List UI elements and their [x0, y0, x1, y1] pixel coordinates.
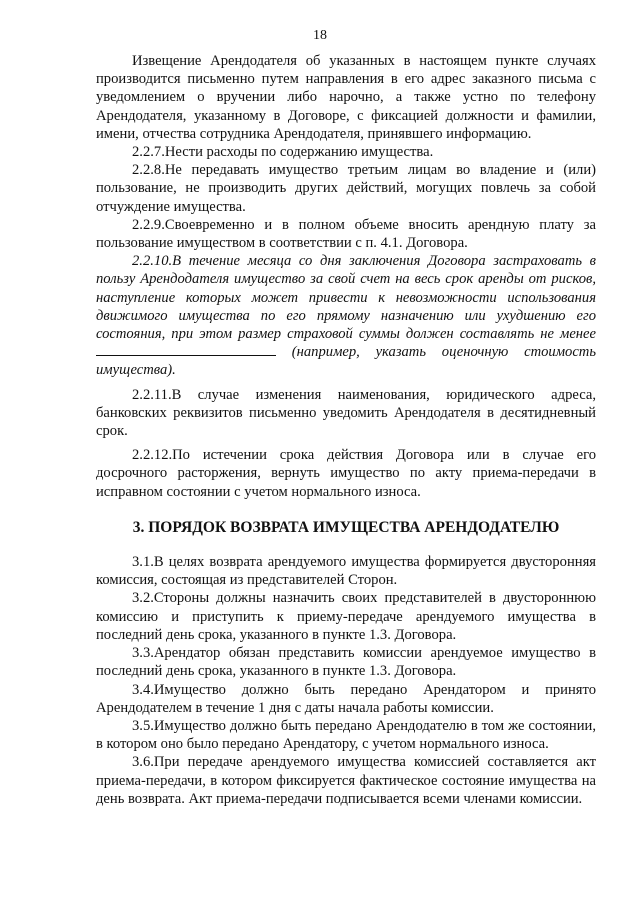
paragraph: 2.2.11.В случае изменения наименования, юридического адреса, банковских реквизитов письменно уведомить Арендодателя в десятидневный срок.	[96, 386, 596, 440]
insurance-clause-text: 2.2.10.В течение месяца со дня заключения Договора застраховать в пользу Арендодателя имущество за свой счет на весь срок аренды от рисков, наступление которых может привести к невозможности использования движимого имущества по его прямому назначению или ухудшению его состояния, при этом размер страховой суммы должен составлять не менее	[96, 253, 596, 343]
section-paragraph: 3.2.Стороны должны назначить своих представителей в двустороннюю комиссию и приступить к приему-передаче арендуемого имущества в последний день срока, указанного в пункте 1.3. Договора.	[96, 590, 596, 643]
section-paragraph: 3.6.При передаче арендуемого имущества комиссией составляется акт приема-передачи, в котором фиксируется фактическое состояние имущества на день возврата. Акт приема-передачи подписывается всеми членами комиссии.	[96, 754, 596, 807]
blank-line	[96, 344, 276, 356]
paragraph: 2.2.9.Своевременно и в полном объеме вносить арендную плату за пользование имуществом в соответствии с п. 4.1. Договора.	[96, 216, 596, 252]
section-paragraph: 3.1.В целях возврата арендуемого имущества формируется двусторонняя комиссия, состоящая из представителей Сторон.	[96, 554, 596, 589]
document-body	[96, 52, 596, 808]
paragraph: 2.2.7.Нести расходы по содержанию имущества.	[132, 144, 434, 161]
page-number: 18	[313, 28, 327, 43]
paragraph: Извещение Арендодателя об указанных в настоящем пункте случаях производится письменно путем направления в его адрес заказного письма с уведомлением о вручении либо нарочно, а также устно по телефону Арендодателя, указанному в Договоре, с фиксацией должности и фамилии, имени, отчества сотрудника Арендодателя, принявшего информацию.	[96, 53, 596, 142]
section-heading: 3. ПОРЯДОК ВОЗВРАТА ИМУЩЕСТВА АРЕНДОДАТЕЛЮ	[132, 518, 560, 536]
section-paragraph: 3.3.Арендатор обязан представить комиссии арендуемое имущество в последний день срока, указанного в пункте 1.3. Договора.	[96, 645, 596, 680]
insurance-clause-note: (например, указать оценочную стоимость имущества).	[96, 344, 596, 379]
insurance-clause	[96, 252, 596, 379]
paragraph: 2.2.8.Не передавать имущество третьим лицам во владение и (или) пользование, не производить других действий, могущих повлечь за собой отчуждение имущества.	[96, 162, 596, 215]
section-paragraph: 3.5.Имущество должно быть передано Арендодателю в том же состоянии, в котором оно было передано Арендатору, с учетом нормального износа.	[96, 717, 596, 753]
section-paragraph: 3.4.Имущество должно быть передано Арендатором и принято Арендодателем в течение 1 дня с даты начала работы комиссии.	[96, 681, 596, 716]
paragraph: 2.2.12.По истечении срока действия Договора или в случае его досрочного расторжения, вернуть имущество по акту приема-передачи в исправном состоянии с учетом нормального износа.	[96, 447, 596, 500]
